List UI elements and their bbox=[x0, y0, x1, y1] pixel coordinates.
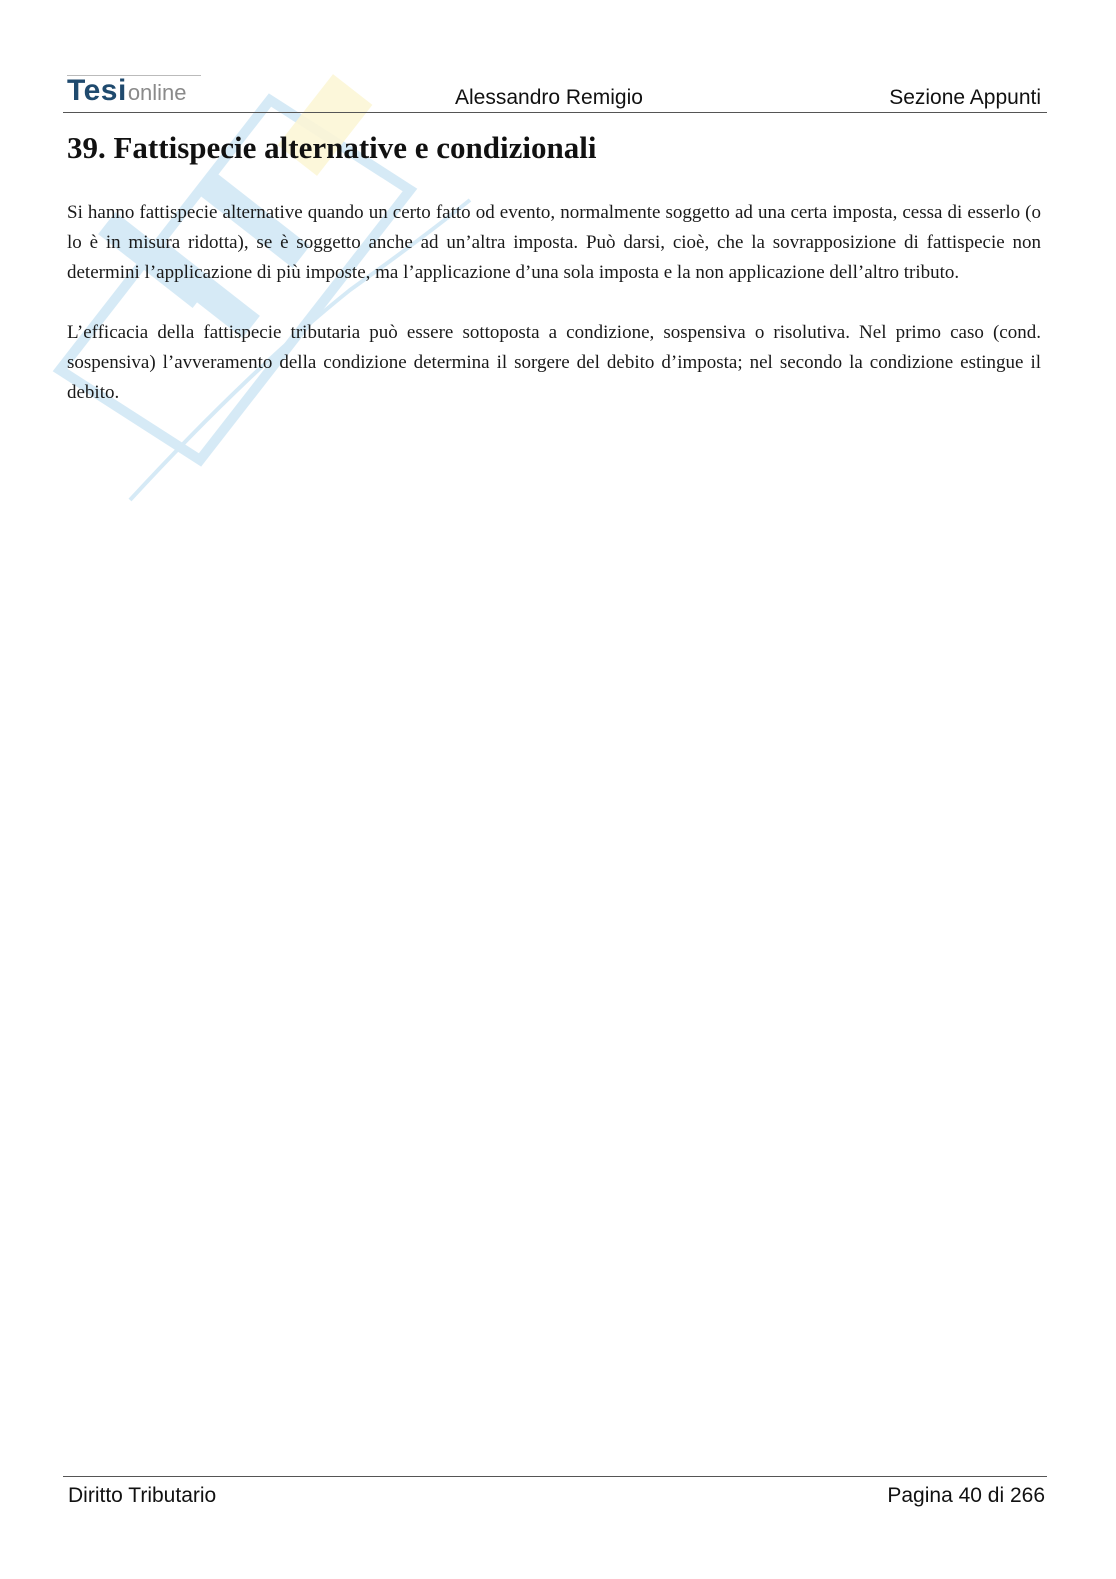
logo-secondary-text: online bbox=[127, 80, 187, 105]
paragraph: Si hanno fattispecie alternative quando un certo fatto od evento, normalmente soggetto ad una certa imposta, cessa di esserlo (o lo è in misura ridotta), se è soggetto anche ad un’altra imposta. Può darsi, cioè, che la sovrapposizione di fattispecie non determini l’applicazione di più imposte, ma l’applicazione d’una sola imposta e la non applicazione dell’altro tributo. bbox=[67, 202, 1041, 283]
logo-primary-text: Tesi bbox=[67, 74, 127, 107]
footer-subject: Diritto Tributario bbox=[68, 1484, 217, 1507]
paragraph: L’efficacia della fattispecie tributaria può essere sottoposta a condizione, sospensiva o risolutiva. Nel primo caso (cond. sospensiva) l’avveramento della condizione determina il sorgere del debito d’imposta; nel secondo la condizione estingue il debito. bbox=[67, 322, 1041, 403]
page-header bbox=[63, 72, 1047, 113]
document-body bbox=[67, 198, 1041, 438]
tesionline-logo bbox=[67, 74, 187, 108]
page-footer bbox=[63, 1476, 1047, 1517]
header-section: Sezione Appunti bbox=[889, 86, 1041, 109]
section-title: 39. Fattispecie alternative e condizionali bbox=[67, 130, 597, 165]
header-author: Alessandro Remigio bbox=[455, 86, 643, 109]
footer-page-number: Pagina 40 di 266 bbox=[887, 1484, 1045, 1507]
